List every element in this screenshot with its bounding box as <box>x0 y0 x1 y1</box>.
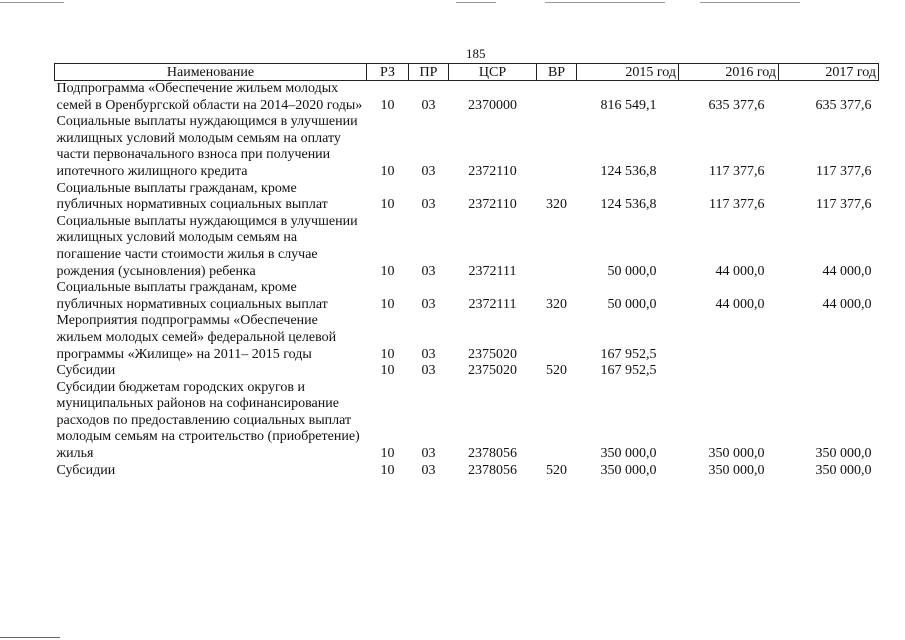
row-name: Социальные выплаты нуждающимся в улучшении жилищных условий молодым семьям на погашение части стоимости жилья в случае рождения (усыновления) ребенка <box>56 213 358 279</box>
row-2015: 167 952,5 <box>600 346 657 362</box>
row-csr: 2372111 <box>468 263 517 279</box>
row-2015: 350 000,0 <box>600 462 657 478</box>
table-row <box>55 114 879 180</box>
table-header-row <box>55 64 879 81</box>
row-vr: 520 <box>546 462 567 478</box>
row-rz: 10 <box>380 462 395 478</box>
row-pr: 03 <box>421 263 436 279</box>
row-2017: 44 000,0 <box>822 296 872 312</box>
row-vr: 320 <box>546 296 567 312</box>
row-2017: 117 377,6 <box>816 197 872 213</box>
row-pr: 03 <box>421 446 436 462</box>
scan-edge-line-center <box>456 2 496 3</box>
row-2016: 117 377,6 <box>709 163 765 179</box>
row-2016: 635 377,6 <box>708 97 765 113</box>
row-2015: 350 000,0 <box>600 446 657 462</box>
table-row <box>55 181 879 214</box>
row-2017: 44 000,0 <box>822 263 872 279</box>
row-2015: 50 000,0 <box>607 263 657 279</box>
row-2015: 816 549,1 <box>600 97 657 113</box>
row-pr: 03 <box>421 462 436 478</box>
row-vr <box>537 380 577 463</box>
row-csr: 2375020 <box>468 346 517 362</box>
row-2016: 44 000,0 <box>715 263 765 279</box>
row-vr: 320 <box>546 197 567 213</box>
table-row <box>55 380 879 463</box>
row-rz: 10 <box>380 197 395 213</box>
row-name: Социальные выплаты гражданам, кроме публичных нормативных социальных выплат <box>56 180 328 213</box>
row-vr: 520 <box>546 363 567 379</box>
row-name: Субсидии <box>56 363 116 379</box>
row-2016: 44 000,0 <box>715 296 765 312</box>
row-name: Социальные выплаты нуждающимся в улучшении жилищных условий молодым семьям на оплату части первоначального взноса при получении ипотечного жилищного кредита <box>56 114 358 179</box>
row-2017: 117 377,6 <box>816 163 872 179</box>
row-name: Мероприятия подпрограммы «Обеспечение жильем молодых семей» федеральной целевой программы «Жилище» на 2011– 2015 годы <box>56 313 337 362</box>
column-header-vr: ВР <box>537 64 577 81</box>
row-pr: 03 <box>421 163 436 179</box>
row-2017 <box>779 313 879 363</box>
budget-table <box>54 63 879 479</box>
table-row <box>55 463 879 480</box>
scan-edge-line-left <box>0 2 64 3</box>
row-vr <box>537 313 577 363</box>
table-row <box>55 81 879 115</box>
row-name: Социальные выплаты гражданам, кроме публичных нормативных социальных выплат <box>56 280 328 312</box>
scan-edge-line-bottom <box>0 637 60 638</box>
row-vr <box>537 114 577 180</box>
row-csr: 2375020 <box>468 363 517 379</box>
scan-edge-line-right <box>545 2 665 3</box>
row-pr: 03 <box>421 97 436 113</box>
row-pr: 03 <box>421 346 436 362</box>
row-vr <box>537 214 577 280</box>
row-rz: 10 <box>380 363 395 379</box>
row-rz: 10 <box>380 296 395 312</box>
row-pr: 03 <box>421 197 436 213</box>
column-header-rz: РЗ <box>367 64 409 81</box>
row-csr: 2372111 <box>468 296 517 312</box>
row-name: Подпрограмма «Обеспечение жильем молодых семей в Оренбургской области на 2014–2020 годы» <box>56 81 363 113</box>
table-row <box>55 363 879 380</box>
row-csr: 2378056 <box>468 446 517 462</box>
row-2015: 50 000,0 <box>607 296 657 312</box>
row-2017: 350 000,0 <box>815 446 872 462</box>
row-2016 <box>679 313 779 363</box>
row-rz: 10 <box>380 346 395 362</box>
row-pr: 03 <box>421 363 436 379</box>
column-header-2017: 2017 год <box>779 64 879 81</box>
table-row <box>55 280 879 313</box>
row-csr: 2372110 <box>468 197 517 213</box>
row-2017: 350 000,0 <box>815 462 872 478</box>
row-2016: 350 000,0 <box>708 446 765 462</box>
row-name: Субсидии <box>56 462 116 478</box>
column-header-name: Наименование <box>55 64 367 81</box>
table-row <box>55 214 879 280</box>
row-csr: 2372110 <box>468 163 517 179</box>
row-csr: 2378056 <box>468 462 517 478</box>
column-header-2015: 2015 год <box>577 64 679 81</box>
row-vr <box>537 81 577 115</box>
row-name: Субсидии бюджетам городских округов и муниципальных районов на софинансирование расходов по предоставлению социальных выплат молодым семьям на строительство (приобретение) жилья <box>56 379 360 462</box>
row-2015: 167 952,5 <box>600 363 657 379</box>
row-rz: 10 <box>380 163 395 179</box>
row-2017 <box>779 363 879 380</box>
row-rz: 10 <box>380 97 395 113</box>
row-pr: 03 <box>421 296 436 312</box>
row-2016: 350 000,0 <box>708 462 765 478</box>
column-header-pr: ПР <box>409 64 449 81</box>
row-csr: 2370000 <box>468 97 517 113</box>
row-2016: 117 377,6 <box>709 197 765 213</box>
scan-edge-line-far-right <box>700 2 800 3</box>
table-row <box>55 313 879 363</box>
row-2017: 635 377,6 <box>815 97 872 113</box>
row-2015: 124 536,8 <box>600 163 657 179</box>
column-header-csr: ЦСР <box>449 64 537 81</box>
column-header-2016: 2016 год <box>679 64 779 81</box>
row-rz: 10 <box>380 446 395 462</box>
row-2016 <box>679 363 779 380</box>
row-2015: 124 536,8 <box>600 197 657 213</box>
row-rz: 10 <box>380 263 395 279</box>
page-number: 185 <box>466 46 486 61</box>
